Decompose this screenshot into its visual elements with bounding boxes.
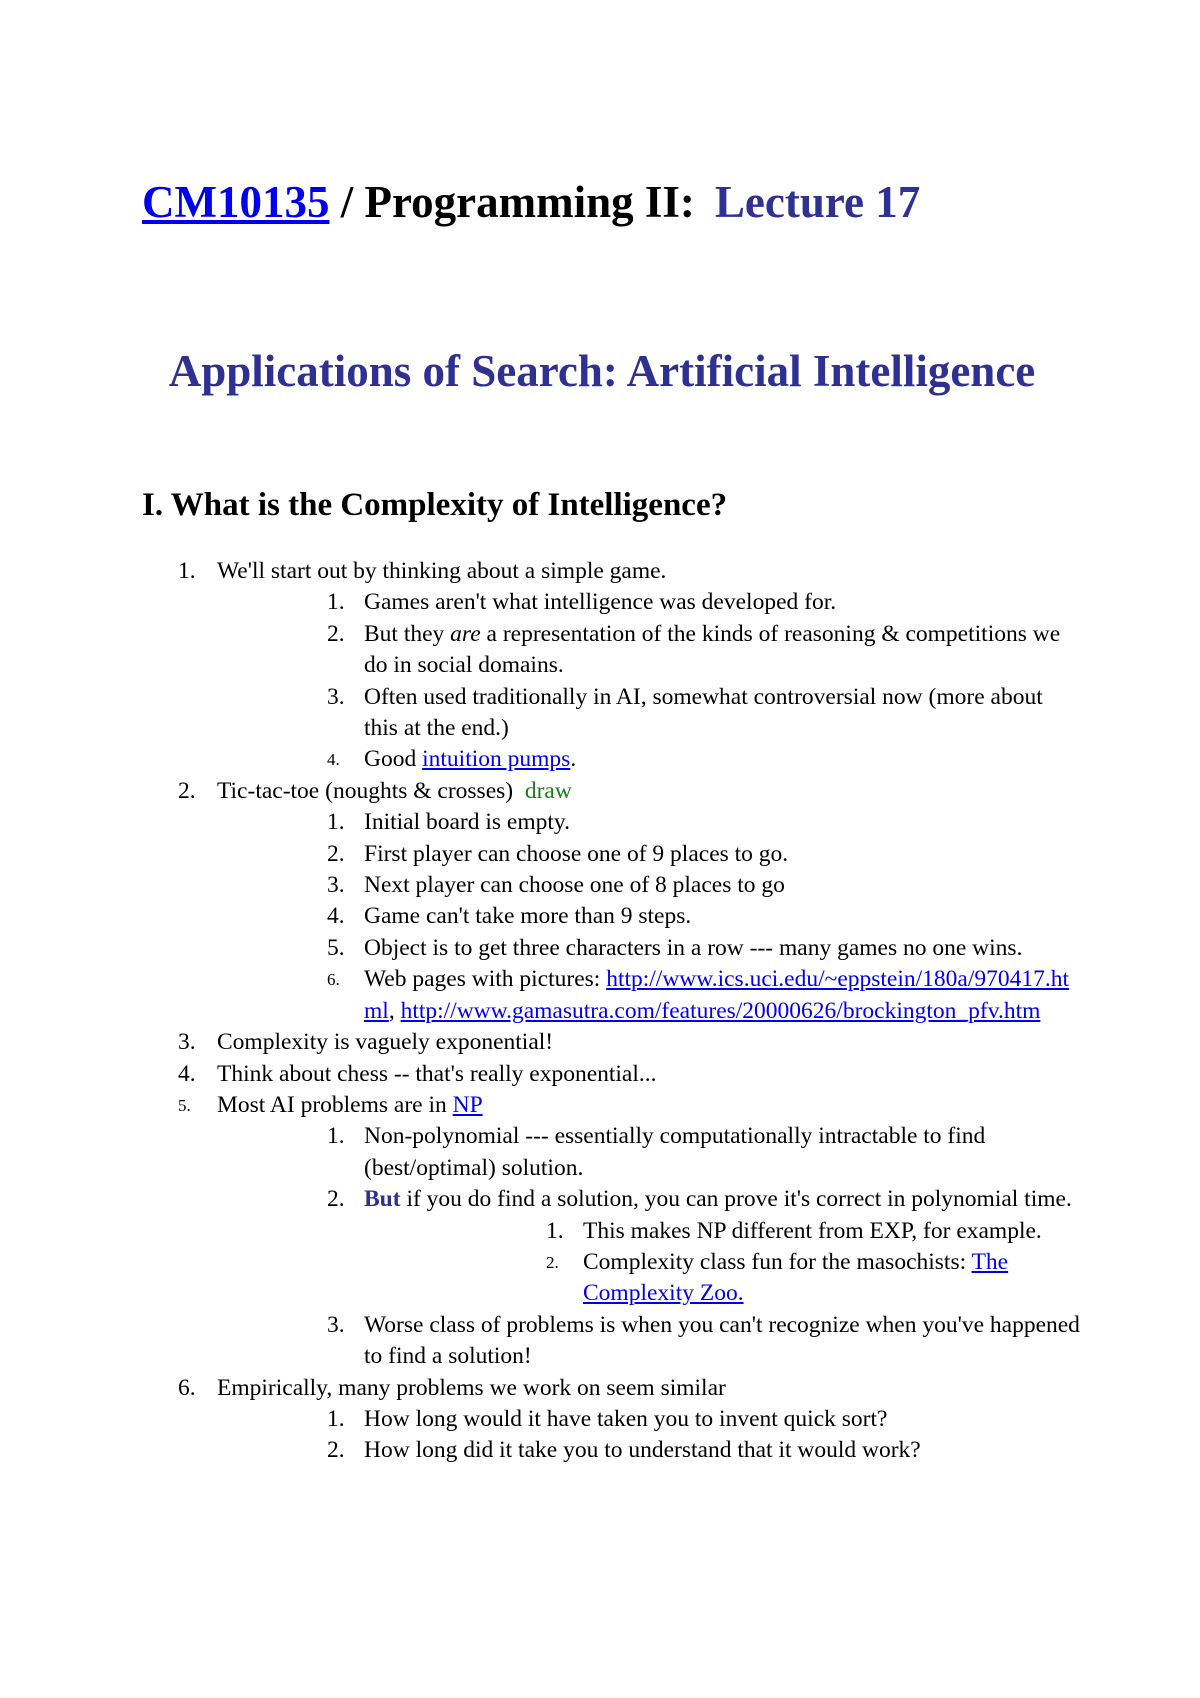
sub-list-item bbox=[217, 1310, 1082, 1373]
list-item-text bbox=[364, 744, 1082, 775]
draw-tag: draw bbox=[524, 777, 572, 804]
title-lecture-number: Lecture 17 bbox=[714, 177, 921, 227]
list-item-text bbox=[217, 776, 1082, 807]
sub-list-item bbox=[217, 619, 1082, 682]
list-number: 6. bbox=[178, 1374, 196, 1401]
list-item-text: Game can't take more than 9 steps. bbox=[364, 903, 692, 930]
sub-list-item bbox=[217, 1435, 1082, 1466]
sub-list bbox=[217, 1404, 1082, 1467]
text-run: if you do find a solution, you can prove it's correct in polynomial time. bbox=[400, 1186, 1072, 1213]
list-number: 1. bbox=[327, 1123, 345, 1150]
text-run: Good bbox=[364, 746, 423, 773]
list-number: 3. bbox=[327, 1311, 345, 1338]
list-number: 2. bbox=[327, 1437, 345, 1464]
list-number: 2. bbox=[327, 840, 345, 867]
list-number: 2. bbox=[178, 777, 196, 804]
list-number: 4. bbox=[178, 1060, 196, 1087]
list-item-text bbox=[364, 1184, 1082, 1215]
emphasis-text: are bbox=[450, 620, 481, 647]
list-number: 1. bbox=[546, 1217, 564, 1244]
but-emphasis: But bbox=[364, 1186, 401, 1213]
text-run: , bbox=[388, 997, 401, 1024]
list-item-text: Games aren't what intelligence was developed for. bbox=[364, 589, 837, 616]
list-number: 1. bbox=[178, 558, 196, 584]
list-item-text: Think about chess -- that's really exponential... bbox=[217, 1060, 657, 1087]
list-number: 5. bbox=[327, 934, 345, 961]
list-item-text bbox=[583, 1247, 1082, 1310]
sub-list-item bbox=[217, 1121, 1082, 1184]
list-item-text: Non-polynomial --- essentially computationally intractable to find (best/optimal) solution. bbox=[364, 1123, 986, 1181]
list-item bbox=[142, 556, 1082, 776]
sub-list-item bbox=[217, 964, 1082, 1027]
sub-list bbox=[217, 807, 1082, 1027]
list-item-text: Often used traditionally in AI, somewhat controversial now (more about this at the end.) bbox=[364, 683, 1043, 742]
list-item-text: This makes NP different from EXP, for example. bbox=[583, 1217, 1042, 1244]
text-run: But they bbox=[364, 620, 451, 647]
text-run: a representation of the kinds of reasoning & competitions we do in social domains. bbox=[364, 620, 1061, 679]
list-item-text bbox=[217, 1090, 1082, 1121]
np-link[interactable]: NP bbox=[452, 1091, 483, 1118]
list-number: 2. bbox=[327, 1186, 345, 1213]
list-item-text: Complexity is vaguely exponential! bbox=[217, 1029, 554, 1056]
lecture-subtitle: Applications of Search: Artificial Intelligence bbox=[168, 346, 1036, 396]
sub-list-item bbox=[217, 744, 1082, 775]
lecture-content bbox=[142, 556, 1082, 1467]
sub-list-item bbox=[217, 870, 1082, 901]
sub-list-item bbox=[217, 587, 1082, 618]
sub-list bbox=[217, 1121, 1082, 1372]
main-list bbox=[142, 556, 1082, 1467]
list-item-text: First player can choose one of 9 places to go. bbox=[364, 840, 789, 867]
list-number: 2. bbox=[327, 620, 345, 647]
eppstein-link[interactable]: http://www.ics.uci.edu/~eppstein/180a/970417.html bbox=[364, 966, 1070, 1024]
list-item bbox=[142, 1090, 1082, 1373]
sub-sub-list-item bbox=[364, 1216, 1082, 1247]
sub-list-item bbox=[217, 1404, 1082, 1435]
sub-list bbox=[217, 587, 1082, 775]
list-item-text: Object is to get three characters in a row --- many games no one wins. bbox=[364, 934, 1023, 961]
course-code-link[interactable]: CM10135 bbox=[142, 177, 330, 227]
list-number: 1. bbox=[327, 809, 345, 836]
list-number: 3. bbox=[327, 683, 345, 710]
text-run: Most AI problems are in bbox=[217, 1091, 453, 1118]
page-title bbox=[142, 176, 920, 228]
sub-sub-list-item bbox=[364, 1247, 1082, 1310]
sub-list-item bbox=[217, 1184, 1082, 1310]
text-run: . bbox=[570, 746, 577, 773]
text-run: Web pages with pictures: bbox=[364, 966, 607, 993]
gamasutra-link[interactable]: http://www.gamasutra.com/features/20000626/brockington_pfv.htm bbox=[400, 997, 1041, 1024]
list-item-text: How long did it take you to understand that it would work? bbox=[364, 1437, 921, 1464]
list-number: 5. bbox=[178, 1095, 191, 1115]
text-run: Complexity class fun for the masochists: bbox=[583, 1248, 972, 1275]
section-heading: I. What is the Complexity of Intelligence? bbox=[142, 487, 728, 523]
list-item-text: Empirically, many problems we work on seem similar bbox=[217, 1374, 726, 1401]
sub-list-item bbox=[217, 839, 1082, 870]
list-item bbox=[142, 776, 1082, 1027]
list-item-text bbox=[364, 964, 1082, 1027]
sub-sub-list bbox=[364, 1216, 1082, 1310]
list-number: 1. bbox=[327, 1405, 345, 1432]
list-item bbox=[142, 1059, 1082, 1090]
list-number: 1. bbox=[327, 589, 345, 616]
sub-list-item bbox=[217, 682, 1082, 745]
list-item bbox=[142, 1027, 1082, 1058]
list-item-text bbox=[364, 619, 1082, 682]
list-number: 4. bbox=[327, 750, 340, 770]
list-item-text: Worse class of problems is when you can't recognize when you've happened to find a solution! bbox=[364, 1311, 1080, 1370]
list-number: 2. bbox=[546, 1252, 559, 1272]
list-number: 4. bbox=[327, 903, 345, 930]
sub-list-item bbox=[217, 901, 1082, 932]
complexity-zoo-link[interactable]: The Complexity Zoo. bbox=[583, 1248, 1009, 1307]
list-item-text: How long would it have taken you to invent quick sort? bbox=[364, 1405, 888, 1432]
list-item bbox=[142, 1373, 1082, 1467]
text-run: Tic-tac-toe (noughts & crosses) bbox=[217, 777, 514, 804]
list-item-text: Next player can choose one of 8 places to go bbox=[364, 872, 785, 899]
list-number: 6. bbox=[327, 970, 340, 990]
sub-list-item bbox=[217, 933, 1082, 964]
list-item-text: Initial board is empty. bbox=[364, 809, 571, 836]
intuition-pumps-link[interactable]: intuition pumps bbox=[422, 746, 571, 773]
title-course-name: / Programming II: bbox=[329, 177, 695, 227]
sub-list-item bbox=[217, 807, 1082, 838]
list-number: 3. bbox=[178, 1029, 196, 1056]
list-number: 3. bbox=[327, 872, 345, 899]
list-item-text: We'll start out by thinking about a simple game. bbox=[217, 558, 667, 584]
